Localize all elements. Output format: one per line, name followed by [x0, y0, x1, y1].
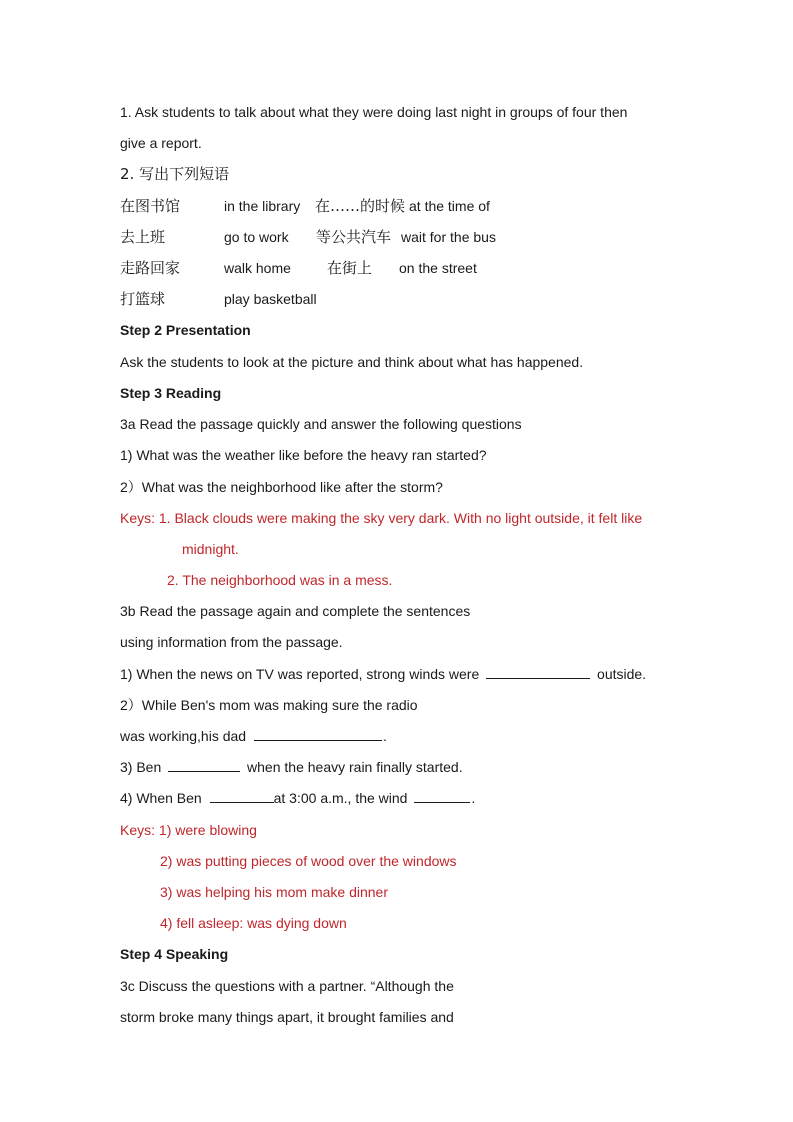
sentence-1 [120, 665, 646, 683]
keys-3a-2: 2. The neighborhood was in a mess. [167, 572, 393, 588]
keys-3b-3: 3) was helping his mom make dinner [160, 884, 388, 900]
answer-blank[interactable] [210, 789, 274, 803]
vocab-row [120, 289, 680, 309]
vocab-en: at the time of [409, 198, 490, 214]
step4-line-1: 3c Discuss the questions with a partner. “Although the [120, 978, 454, 994]
keys-3b-1: Keys: 1) were blowing [120, 822, 257, 838]
question-1: 1) What was the weather like before the heavy ran started? [120, 447, 487, 463]
phrase-task: 2. 写出下列短语 [120, 165, 230, 183]
sentence-text: 1) When the news on TV was reported, strong winds were [120, 666, 480, 682]
vocab-en: go to work [224, 229, 289, 245]
sentence-text: . [382, 728, 387, 744]
keys-3a-1-cont: midnight. [182, 541, 239, 557]
answer-blank[interactable] [486, 665, 590, 679]
instruction-3a: 3a Read the passage quickly and answer the following questions [120, 416, 522, 432]
step4-line-2: storm broke many things apart, it brought families and [120, 1009, 454, 1025]
sentence-2: 2）While Ben's mom was making sure the radio [120, 697, 418, 713]
instruction-3b-2: using information from the passage. [120, 634, 343, 650]
step3-heading: Step 3 Reading [120, 385, 222, 401]
step2-text: Ask the students to look at the picture and think about what has happened. [120, 354, 584, 370]
vocab-row [120, 258, 680, 278]
sentence-text: at 3:00 a.m., the wind [273, 790, 408, 806]
warmup-line-2: give a report. [120, 135, 202, 151]
vocab-row [120, 227, 680, 247]
sentence-2-cont [120, 727, 387, 745]
sentence-3 [120, 758, 463, 776]
warmup-line-1: 1. Ask students to talk about what they were doing last night in groups of four then [120, 104, 628, 120]
vocab-row [120, 196, 680, 216]
question-2: 2）What was the neighborhood like after the storm? [120, 479, 443, 495]
sentence-text: . [471, 790, 476, 806]
vocab-cn: 等公共汽车 [316, 228, 392, 246]
sentence-4 [120, 789, 475, 807]
answer-blank[interactable] [168, 758, 240, 772]
vocab-en: on the street [399, 260, 477, 276]
vocab-en: play basketball [224, 291, 317, 307]
keys-3b-4: 4) fell asleep: was dying down [160, 915, 347, 931]
keys-3b-2: 2) was putting pieces of wood over the windows [160, 853, 457, 869]
vocab-cn: 在街上 [327, 259, 373, 277]
step4-heading: Step 4 Speaking [120, 946, 229, 962]
answer-blank[interactable] [254, 727, 382, 741]
vocab-en: walk home [224, 260, 291, 276]
sentence-text: when the heavy rain finally started. [247, 759, 463, 775]
sentence-text: was working,his dad [120, 728, 247, 744]
vocab-en: in the library [224, 198, 301, 214]
vocab-cn: 走路回家 [120, 259, 181, 277]
instruction-3b-1: 3b Read the passage again and complete the sentences [120, 603, 471, 619]
sentence-text: 4) When Ben [120, 790, 202, 806]
step2-heading: Step 2 Presentation [120, 322, 251, 338]
sentence-text: 3) Ben [120, 759, 162, 775]
sentence-text: outside. [597, 666, 647, 682]
vocab-cn: 在图书馆 [120, 197, 181, 215]
vocab-cn: 打篮球 [120, 290, 166, 308]
vocab-cn: 去上班 [120, 228, 166, 246]
vocab-cn: 在……的时候 [315, 197, 406, 215]
vocab-en: wait for the bus [401, 229, 496, 245]
keys-3a-1: Keys: 1. Black clouds were making the sky very dark. With no light outside, it felt like [120, 510, 643, 526]
answer-blank[interactable] [414, 789, 470, 803]
